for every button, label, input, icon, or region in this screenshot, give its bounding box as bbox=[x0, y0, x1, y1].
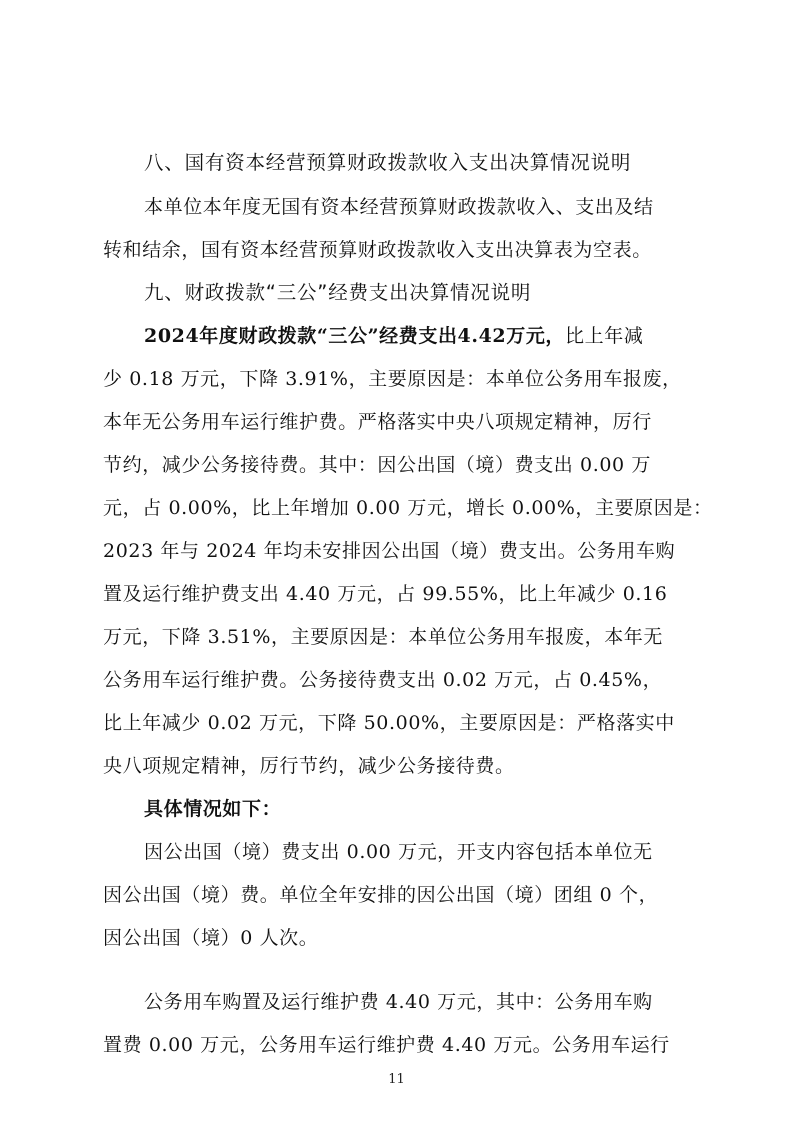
section-9-line-3: 节约，减少公务接待费。其中：因公出国（境）费支出 0.00 万 bbox=[103, 454, 651, 476]
details-para-2-line-2: 置费 0.00 万元，公务用车运行维护费 4.40 万元。公务用车运行 bbox=[103, 1034, 670, 1056]
section-9-summary-bold: 2024年度财政拨款“三公”经费支出4.42万元， bbox=[144, 325, 566, 347]
details-para-1-line-2: 因公出国（境）费。单位全年安排的因公出国（境）团组 0 个， bbox=[103, 884, 659, 906]
details-para-1-line-3: 因公出国（境）0 人次。 bbox=[103, 927, 319, 949]
details-para-1-line-1: 因公出国（境）费支出 0.00 万元，开支内容包括本单位无 bbox=[144, 841, 653, 863]
section-9-heading: 九、财政拨款“三公”经费支出决算情况说明 bbox=[144, 281, 532, 304]
section-9-line-5: 2023 年与 2024 年均未安排因公出国（境）费支出。公务用车购 bbox=[103, 540, 676, 562]
section-9-line-8: 公务用车运行维护费。公务接待费支出 0.02 万元，占 0.45%， bbox=[103, 669, 663, 691]
section-9-line-4: 元，占 0.00%，比上年增加 0.00 万元，增长 0.00%，主要原因是： bbox=[103, 497, 713, 519]
section-8-line-1: 本单位本年度无国有资本经营预算财政拨款收入、支出及结 bbox=[144, 196, 654, 218]
section-9-line-6: 置及运行维护费支出 4.40 万元，占 99.55%，比上年减少 0.16 bbox=[103, 583, 668, 605]
section-9-line-7: 万元，下降 3.51%，主要原因是：本单位公务用车报废，本年无 bbox=[103, 626, 663, 648]
section-8-heading: 八、国有资本经营预算财政拨款收入支出决算情况说明 bbox=[144, 151, 632, 174]
section-9-line-9: 比上年减少 0.02 万元，下降 50.00%，主要原因是：严格落实中 bbox=[103, 712, 675, 734]
section-9-summary-line bbox=[144, 324, 643, 348]
section-9-line-2: 本年无公务用车运行维护费。严格落实中央八项规定精神，厉行 bbox=[103, 411, 652, 433]
section-9-summary-rest: 比上年减 bbox=[565, 325, 644, 347]
page-number: 11 bbox=[388, 1072, 405, 1087]
section-8-line-2: 转和结余，国有资本经营预算财政拨款收入支出决算表为空表。 bbox=[103, 239, 652, 261]
section-9-line-1: 少 0.18 万元，下降 3.91%，主要原因是：本单位公务用车报废， bbox=[103, 368, 682, 390]
section-9-line-10: 央八项规定精神，厉行节约，减少公务接待费。 bbox=[103, 755, 515, 777]
details-heading: 具体情况如下： bbox=[144, 798, 282, 820]
details-para-2-line-1: 公务用车购置及运行维护费 4.40 万元，其中：公务用车购 bbox=[144, 991, 653, 1013]
